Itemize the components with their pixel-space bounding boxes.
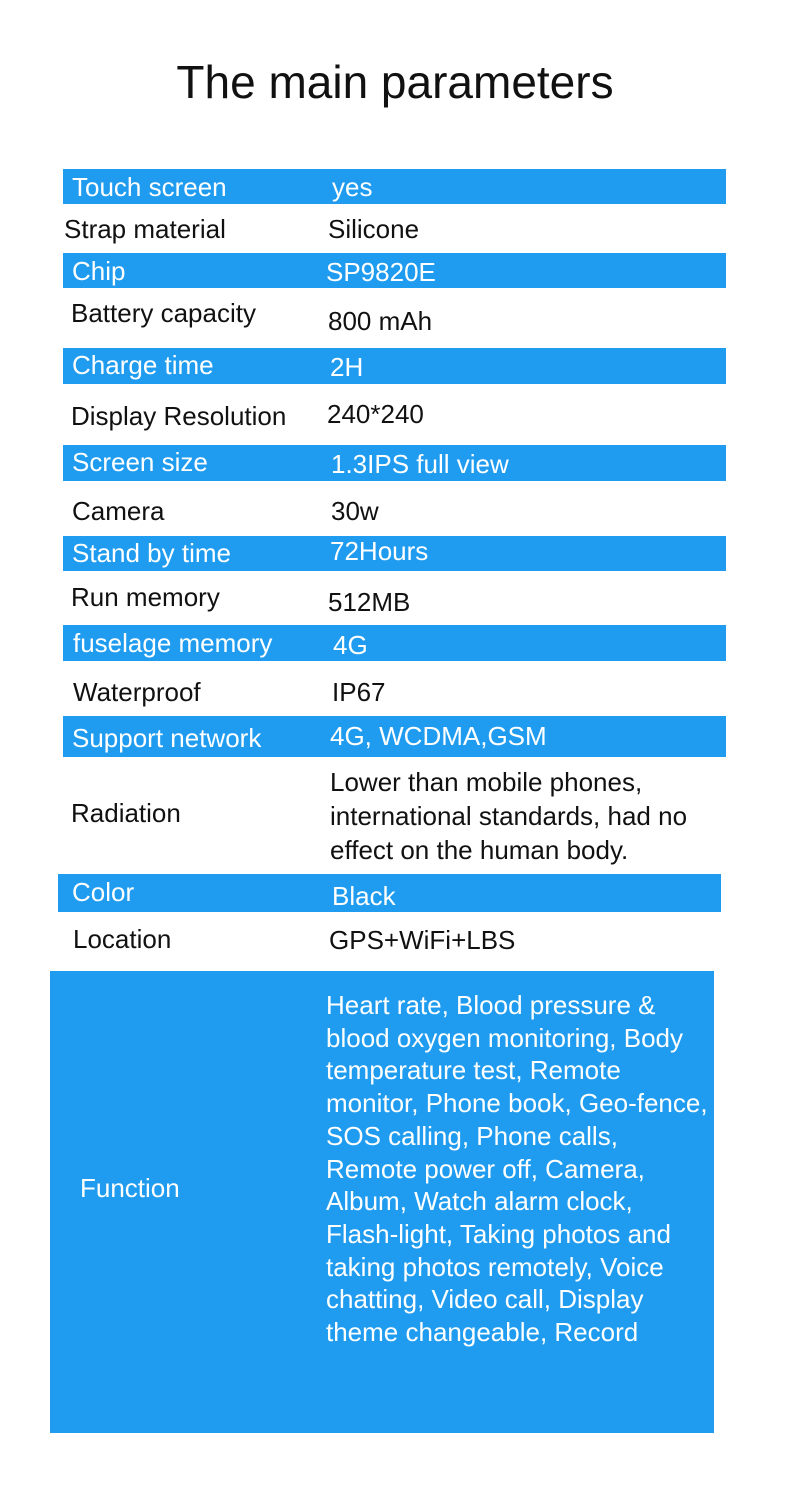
row-label-screen-size: Screen size xyxy=(72,447,208,477)
row-value-fuselage-memory: 4G xyxy=(333,630,368,660)
row-value-function: Heart rate, Blood pressure & blood oxygen monitoring, Body temperature test, Remote monitor, Phone book, Geo-fence, SOS calling, Phone calls, Remote power off, Camera, Album, Watch alarm clock, Flash-light, Taking photos and taking photos remotely, Voice chatting, Video call, Display theme changeable, Record xyxy=(326,990,708,1348)
row-value-touch-screen: yes xyxy=(332,172,373,202)
row-label-chip: Chip xyxy=(72,256,126,286)
row-label-run-memory: Run memory xyxy=(71,582,220,612)
page-title: The main parameters xyxy=(176,56,614,108)
row-value-charge-time: 2H xyxy=(330,352,364,382)
row-label-camera: Camera xyxy=(72,496,165,526)
row-label-location: Location xyxy=(73,924,172,954)
row-value-support-network: 4G, WCDMA,GSM xyxy=(330,721,547,751)
row-label-charge-time: Charge time xyxy=(72,350,214,380)
row-label-display-resolution: Display Resolution xyxy=(71,401,287,431)
row-value-location: GPS+WiFi+LBS xyxy=(329,925,516,955)
row-value-radiation: Lower than mobile phones, international standards, had no effect on the human body. xyxy=(330,767,688,865)
row-value-run-memory: 512MB xyxy=(328,587,411,617)
row-value-color: Black xyxy=(332,881,396,911)
row-label-support-network: Support network xyxy=(72,723,262,753)
row-value-strap-material: Silicone xyxy=(328,214,420,244)
row-label-fuselage-memory: fuselage memory xyxy=(73,628,273,658)
row-label-touch-screen: Touch screen xyxy=(72,172,227,202)
row-value-display-resolution: 240*240 xyxy=(327,399,424,429)
row-value-stand-by-time: 72Hours xyxy=(330,536,429,566)
row-label-stand-by-time: Stand by time xyxy=(72,538,231,568)
row-label-color: Color xyxy=(72,877,135,907)
row-value-chip: SP9820E xyxy=(326,257,436,287)
row-label-function: Function xyxy=(80,1173,180,1203)
row-label-radiation: Radiation xyxy=(71,798,181,828)
row-value-screen-size: 1.3IPS full view xyxy=(331,449,509,479)
row-value-waterproof: IP67 xyxy=(332,677,386,707)
row-value-camera: 30w xyxy=(331,496,379,526)
row-label-waterproof: Waterproof xyxy=(73,677,201,707)
row-label-battery-capacity: Battery capacity xyxy=(71,298,256,328)
row-value-battery-capacity: 800 mAh xyxy=(328,306,433,336)
row-label-strap-material: Strap material xyxy=(64,214,226,244)
